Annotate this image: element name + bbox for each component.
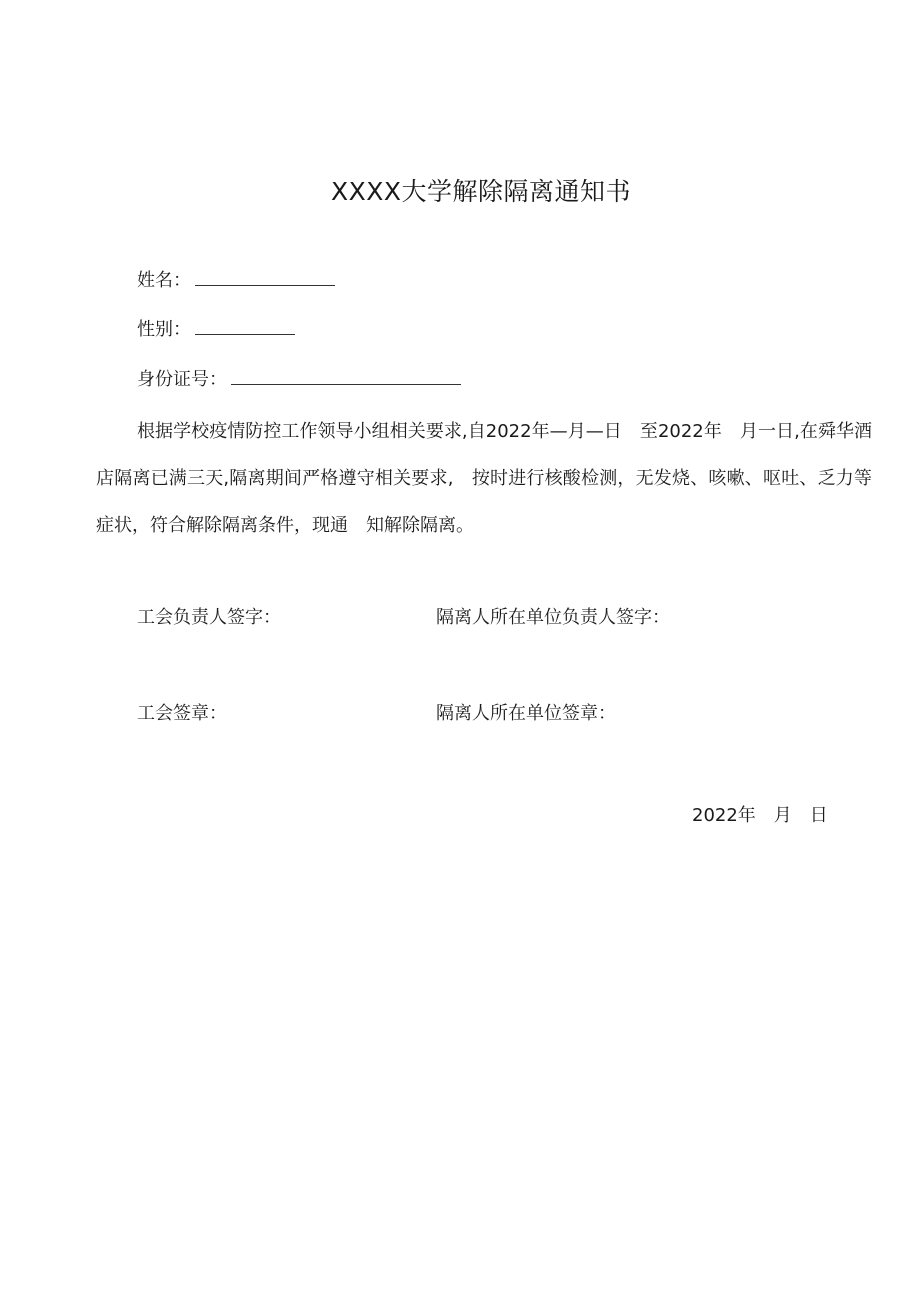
name-label: 姓名： <box>137 270 191 291</box>
unit-leader-signature-label: 隔离人所在单位负责人签字： <box>436 607 670 628</box>
notice-body: 根据学校疫情防控工作领导小组相关要求,自2022年—月—日 至2022年 月一日,在舜华酒店隔离已满三天,隔离期间严格遵守相关要求, 按时进行核酸检测，无发烧、咳嗽、呕吐、乏力等症状，符合解除隔离条件，现通 知解除隔离。 <box>96 421 872 536</box>
union-leader-signature-label: 工会负责人签字： <box>137 607 281 628</box>
document-date: 2022年 月 日 <box>692 805 828 826</box>
id-number-field <box>137 365 461 391</box>
id-number-blank-line <box>231 370 461 385</box>
id-number-label: 身份证号： <box>137 369 227 390</box>
union-seal-label: 工会签章： <box>137 703 227 724</box>
gender-blank-line <box>195 320 295 335</box>
gender-label: 性别： <box>137 319 191 340</box>
gender-field <box>137 315 295 341</box>
name-blank-line <box>195 271 335 286</box>
document-title: XXXX大学解除隔离通知书 <box>330 177 631 206</box>
name-field <box>137 266 335 292</box>
unit-seal-label: 隔离人所在单位签章： <box>436 703 616 724</box>
